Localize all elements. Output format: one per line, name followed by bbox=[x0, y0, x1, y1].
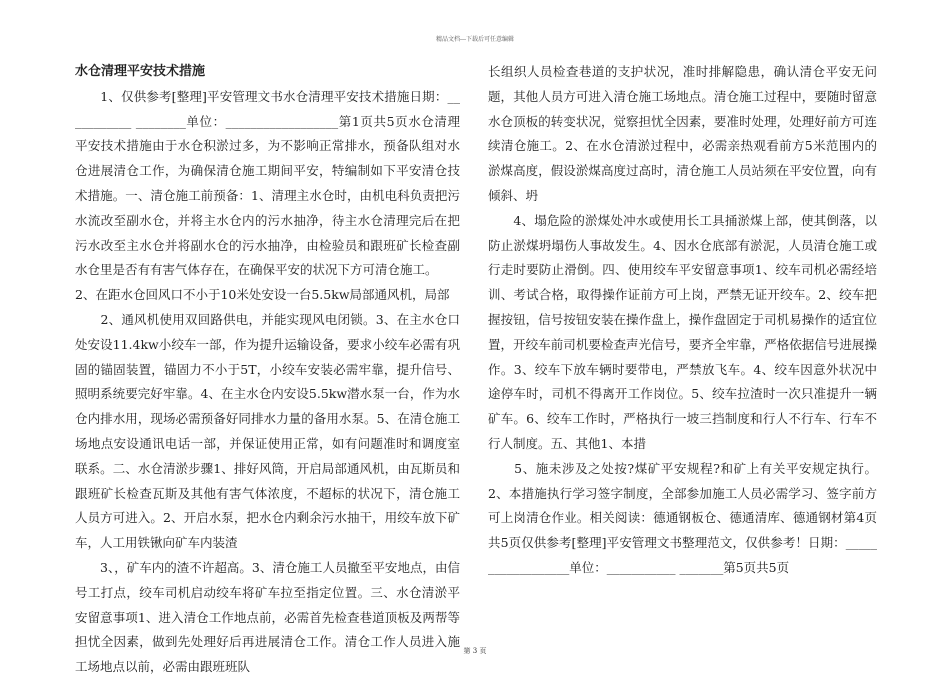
paragraph: 5、施未涉及之处按?煤矿平安规程?和矿上有关平安规定执行。2、本措施执行学习签字制度，全部参加施工人员必需学习、签字前方可上岗清仓作业。相关阅读：德通钢板仓、德通清库、德通钢材第4页共5页仅供参考[整理]平安管理文书整理范文，仅供参考！日期：__________________单位：___________ _______第5页共5页 bbox=[488, 460, 877, 575]
left-column bbox=[75, 60, 460, 680]
paragraph: 长组织人员检查巷道的支护状况，准时排解隐患，确认清仓平安无问题，其他人员方可进入清仓施工场地点。清仓施工过程中，要随时留意水仓顶板的转变状况，觉察担忧全因素，要准时处理，处理好前方可连续清仓施工。2、在水仓清淤过程中，必需亲热观看前方5米范围内的淤煤高度，假设淤煤高度过高时，清仓施工人员站须在平安位置，向有倾斜、坍 bbox=[488, 64, 877, 203]
paragraph: 3、，矿车内的渣不许超高。3、清仓施工人员撤至平安地点，由信号工打点，绞车司机启动绞车将矿车拉至指定位置。三、水仓清淤平安留意事项1、进入清仓工作地点前，必需首先检查巷道顶板及两帮等担忧全因素，做到先处理好后再进展清仓工作。清仓工作人员进入施工场地点以前，必需由跟班班队 bbox=[75, 559, 460, 675]
page-header: 精品文档---下载后可任意编辑 bbox=[435, 36, 515, 43]
page-number: 第 3 页 bbox=[463, 647, 487, 655]
paragraph: 2、在距水仓回风口不小于10米处安设一台5.5kw局部通风机，局部 bbox=[75, 287, 450, 303]
right-column bbox=[488, 60, 877, 581]
paragraph: 2、通风机使用双回路供电，并能实现风电闭锁。3、在主水仓口处安设11.4kw小绞车一部，作为提升运输设备，要求小绞车必需有巩固的锚固装置，锚固力不小于5T，小绞车安装必需牢靠，提升信号、照明系统要完好牢靠。4、在主水仓内安设5.5kw潜水泵一台，作为水仓内排水用，现场必需预备好同排水力量的备用水泵。5、在清仓施工场地点安设通讯电话一部，并保证使用正常，如有问题准时和调度室联系。二、水仓清淤步骤1、排好风筒，开启局部通风机，由瓦斯员和跟班矿长检查瓦斯及其他有害气体浓度，不超标的状况下，清仓施工人员方可进入。2、开启水泵，把水仓内剩余污水抽干，用绞车放下矿车，人工用铁锹向矿车内装渣 bbox=[75, 311, 460, 551]
document-title: 水仓清理平安技术措施 bbox=[75, 64, 206, 79]
paragraph: 1、仅供参考[整理]平安管理文书水仓清理平安技术措施日期：___________ ________单位：__________________第1页共5页水仓清理平安技术措施由于水仓积淤过多，为不影响正常排水，预备队组对水仓进展清仓工作，为确保清仓施工期间平安，特编制如下平安清仓技术措施。一、清仓施工前预备：1、清理主水仓时，由机电科负责把污水流改至副水仓，并将主水仓内的污水抽净，待主水仓清理完后在把污水改至主水仓并将副水仓的污水抽净，由检验员和跟班矿长检查副水仓里是否有有害气体存在，在确保平安的状况下方可清仓施工。 bbox=[75, 88, 460, 278]
paragraph: 4、塌危险的淤煤处冲水或使用长工具捅淤煤上部，使其倒落，以防止淤煤坍塌伤人事故发生。4、因水仓底部有淤泥，人员清仓施工或行走时要防止滑倒。四、使用绞车平安留意事项1、绞车司机必需经培训、考试合格，取得操作证前方可上岗，严禁无证开绞车。2、绞车把握按钮，信号按钮安装在操作盘上，操作盘固定于司机易操作的适宜位置，开绞车前司机要检查声光信号，要齐全牢靠，严格依据信号进展操作。3、绞车下放车辆时要带电，严禁放飞车。4、绞车因意外状况中途停车时，司机不得离开工作岗位。5、绞车拉渣时一次只准提升一辆矿车。6、绞车工作时，严格执行一坡三挡制度和行人不行车、行车不行人制度。五、其他1、本措 bbox=[488, 212, 877, 451]
